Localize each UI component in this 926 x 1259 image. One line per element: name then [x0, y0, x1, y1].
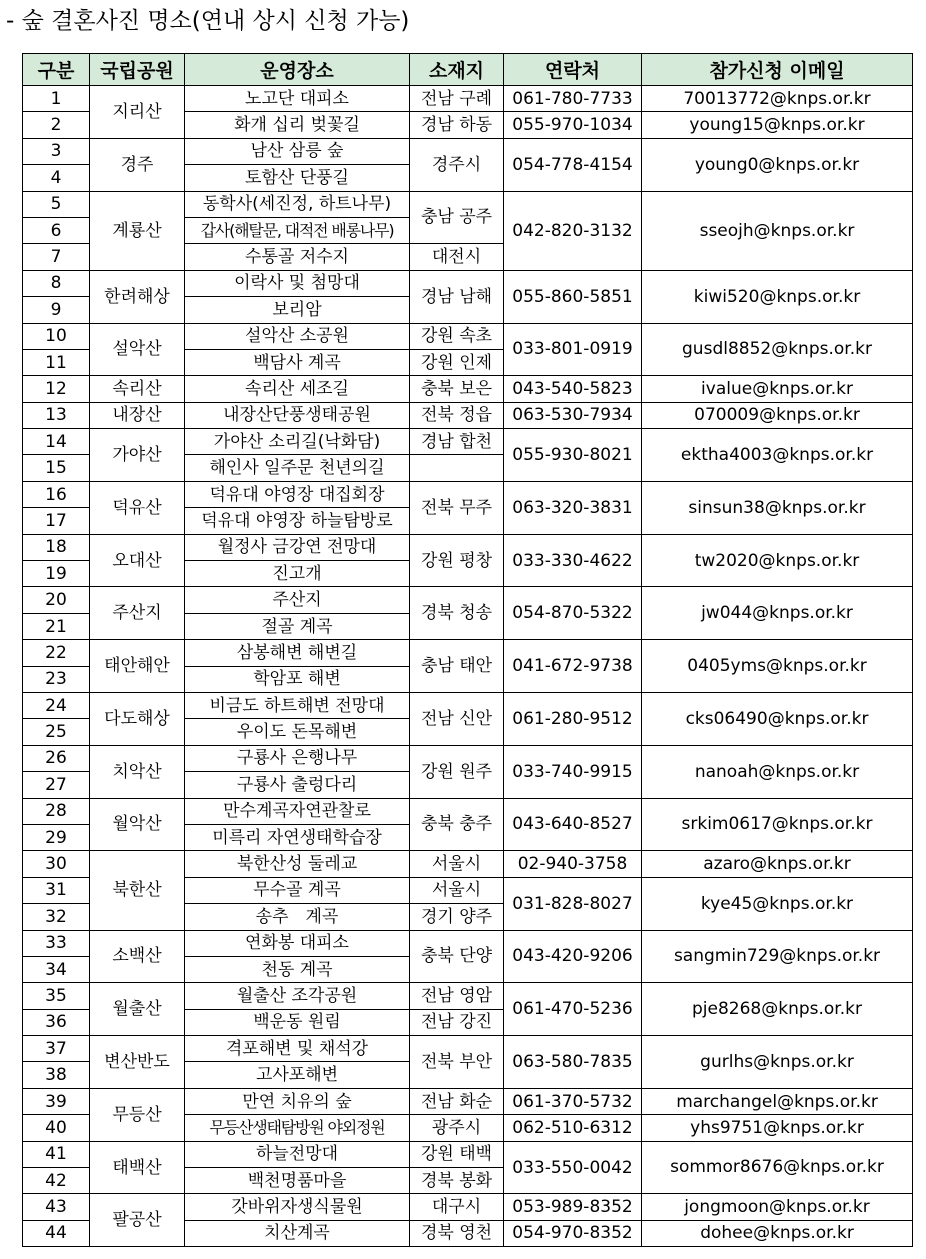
phone-number: 031-828-8027: [504, 877, 642, 930]
row-number: 18: [23, 534, 90, 560]
email-address: yhs9751@knps.or.kr: [642, 1115, 913, 1141]
location: 충북 충주: [410, 798, 504, 851]
email-address: pje8268@knps.or.kr: [642, 983, 913, 1036]
place-name: 무등산생태탐방원 야외정원: [185, 1115, 410, 1141]
place-name: 백담사 계곡: [185, 349, 410, 375]
email-address: kye45@knps.or.kr: [642, 877, 913, 930]
place-name: 구룡사 출렁다리: [185, 772, 410, 798]
place-name: 갑사(해탈문, 대적전 배롱나무): [185, 217, 410, 243]
location: 충북 단양: [410, 930, 504, 983]
place-name: 월출산 조각공원: [185, 983, 410, 1009]
location: 전남 신안: [410, 692, 504, 745]
row-number: 12: [23, 376, 90, 402]
email-address: jongmoon@knps.or.kr: [642, 1194, 913, 1220]
park-name: 주산지: [90, 587, 185, 640]
phone-number: 061-280-9512: [504, 692, 642, 745]
park-name: 소백산: [90, 930, 185, 983]
place-name: 연화봉 대피소: [185, 930, 410, 956]
place-name: 속리산 세조길: [185, 376, 410, 402]
place-name: 만연 치유의 숲: [185, 1088, 410, 1114]
park-name: 내장산: [90, 402, 185, 428]
location: 광주시: [410, 1115, 504, 1141]
row-number: 7: [23, 244, 90, 270]
phone-number: 063-320-3831: [504, 481, 642, 534]
row-number: 39: [23, 1088, 90, 1114]
place-name: 천동 계곡: [185, 956, 410, 982]
park-name: 태안해안: [90, 640, 185, 693]
table-row: [23, 429, 913, 455]
row-number: 29: [23, 824, 90, 850]
place-name: 수통골 저수지: [185, 244, 410, 270]
place-name: 북한산성 둘레교: [185, 851, 410, 877]
email-address: young15@knps.or.kr: [642, 112, 913, 138]
row-number: 15: [23, 455, 90, 481]
park-name: 월출산: [90, 983, 185, 1036]
phone-number: 063-580-7835: [504, 1036, 642, 1089]
email-address: gurlhs@knps.or.kr: [642, 1036, 913, 1089]
park-name: 설악산: [90, 323, 185, 376]
location: 서울시: [410, 877, 504, 903]
place-name: 주산지: [185, 587, 410, 613]
row-number: 26: [23, 745, 90, 771]
location: 충북 보은: [410, 376, 504, 402]
park-name: 팔공산: [90, 1194, 185, 1247]
email-address: marchangel@knps.or.kr: [642, 1088, 913, 1114]
email-address: young0@knps.or.kr: [642, 138, 913, 191]
email-address: 0405yms@knps.or.kr: [642, 640, 913, 693]
park-name: 가야산: [90, 429, 185, 482]
place-name: 갓바위자생식물원: [185, 1194, 410, 1220]
email-address: 070009@knps.or.kr: [642, 402, 913, 428]
table-row: [23, 376, 913, 402]
location: 경남 합천: [410, 429, 504, 455]
location: 대전시: [410, 244, 504, 270]
email-address: srkim0617@knps.or.kr: [642, 798, 913, 851]
row-number: 14: [23, 429, 90, 455]
phone-number: 033-550-0042: [504, 1141, 642, 1194]
row-number: 10: [23, 323, 90, 349]
table-row: [23, 745, 913, 771]
park-name: 속리산: [90, 376, 185, 402]
phone-number: 042-820-3132: [504, 191, 642, 270]
location: 전남 강진: [410, 1009, 504, 1035]
location: 경북 청송: [410, 587, 504, 640]
table-row: [23, 86, 913, 112]
location: 강원 속초: [410, 323, 504, 349]
place-name: 하늘전망대: [185, 1141, 410, 1167]
park-name: 변산반도: [90, 1036, 185, 1089]
table-body: [23, 86, 913, 1247]
location: 전남 구례: [410, 86, 504, 112]
email-address: gusdl8852@knps.or.kr: [642, 323, 913, 376]
place-name: 절골 계곡: [185, 613, 410, 639]
place-name: 월정사 금강연 전망대: [185, 534, 410, 560]
phone-number: 054-870-5322: [504, 587, 642, 640]
location: 전북 정읍: [410, 402, 504, 428]
row-number: 31: [23, 877, 90, 903]
place-name: 덕유대 야영장 하늘탐방로: [185, 508, 410, 534]
table-row: [23, 692, 913, 718]
row-number: 37: [23, 1036, 90, 1062]
phone-number: 043-540-5823: [504, 376, 642, 402]
row-number: 3: [23, 138, 90, 164]
park-name: 지리산: [90, 86, 185, 139]
email-address: sinsun38@knps.or.kr: [642, 481, 913, 534]
table-row: [23, 983, 913, 1009]
phone-number: 054-778-4154: [504, 138, 642, 191]
park-name: 덕유산: [90, 481, 185, 534]
row-number: 21: [23, 613, 90, 639]
place-name: 가야산 소리길(낙화담): [185, 429, 410, 455]
email-address: cks06490@knps.or.kr: [642, 692, 913, 745]
place-name: 설악산 소공원: [185, 323, 410, 349]
wedding-photo-spots-table: [22, 53, 913, 1247]
row-number: 33: [23, 930, 90, 956]
header-location: 소재지: [410, 54, 504, 86]
place-name: 미륵리 자연생태학습장: [185, 824, 410, 850]
park-name: 월악산: [90, 798, 185, 851]
email-address: dohee@knps.or.kr: [642, 1220, 913, 1246]
email-address: ivalue@knps.or.kr: [642, 376, 913, 402]
place-name: 토함산 단풍길: [185, 165, 410, 191]
table-row: [23, 481, 913, 507]
location: 전남 영암: [410, 983, 504, 1009]
table-row: [23, 1194, 913, 1220]
row-number: 22: [23, 640, 90, 666]
phone-number: 062-510-6312: [504, 1115, 642, 1141]
header-phone: 연락처: [504, 54, 642, 86]
location: 충남 태안: [410, 640, 504, 693]
table-row: [23, 191, 913, 217]
table-row: [23, 1141, 913, 1167]
table-row: [23, 323, 913, 349]
place-name: 진고개: [185, 561, 410, 587]
row-number: 41: [23, 1141, 90, 1167]
place-name: 보리암: [185, 297, 410, 323]
phone-number: 043-420-9206: [504, 930, 642, 983]
table-row: [23, 270, 913, 296]
phone-number: 033-740-9915: [504, 745, 642, 798]
row-number: 44: [23, 1220, 90, 1246]
location: 경기 양주: [410, 904, 504, 930]
place-name: 우이도 돈목해변: [185, 719, 410, 745]
phone-number: 033-330-4622: [504, 534, 642, 587]
row-number: 42: [23, 1168, 90, 1194]
email-address: azaro@knps.or.kr: [642, 851, 913, 877]
location: 경북 영천: [410, 1220, 504, 1246]
table-row: [23, 138, 913, 164]
header-park: 국립공원: [90, 54, 185, 86]
location: 경남 하동: [410, 112, 504, 138]
place-name: 해인사 일주문 천년의길: [185, 455, 410, 481]
row-number: 11: [23, 349, 90, 375]
table-row: [23, 587, 913, 613]
place-name: 이락사 및 첨망대: [185, 270, 410, 296]
table-row: [23, 402, 913, 428]
place-name: 백천명품마을: [185, 1168, 410, 1194]
email-address: ektha4003@knps.or.kr: [642, 429, 913, 482]
email-address: tw2020@knps.or.kr: [642, 534, 913, 587]
email-address: jw044@knps.or.kr: [642, 587, 913, 640]
place-name: 고사포해변: [185, 1062, 410, 1088]
place-name: 비금도 하트해변 전망대: [185, 692, 410, 718]
page-title: - 숲 결혼사진 명소(연내 상시 신청 가능): [6, 8, 410, 34]
row-number: 19: [23, 561, 90, 587]
location: 강원 평창: [410, 534, 504, 587]
row-number: 27: [23, 772, 90, 798]
table-row: [23, 930, 913, 956]
place-name: 송추 계곡: [185, 904, 410, 930]
place-name: 노고단 대피소: [185, 86, 410, 112]
row-number: 38: [23, 1062, 90, 1088]
table-row: [23, 798, 913, 824]
park-name: 계룡산: [90, 191, 185, 270]
row-number: 2: [23, 112, 90, 138]
row-number: 1: [23, 86, 90, 112]
table-row: [23, 1036, 913, 1062]
table-row: [23, 1088, 913, 1114]
row-number: 20: [23, 587, 90, 613]
location: 경주시: [410, 138, 504, 191]
phone-number: 055-930-8021: [504, 429, 642, 482]
park-name: 한려해상: [90, 270, 185, 323]
park-name: 북한산: [90, 851, 185, 930]
row-number: 9: [23, 297, 90, 323]
email-address: kiwi520@knps.or.kr: [642, 270, 913, 323]
header-place: 운영장소: [185, 54, 410, 86]
row-number: 4: [23, 165, 90, 191]
location: 전북 무주: [410, 481, 504, 534]
place-name: 백운동 원림: [185, 1009, 410, 1035]
location: 충남 공주: [410, 191, 504, 244]
phone-number: 063-530-7934: [504, 402, 642, 428]
row-number: 5: [23, 191, 90, 217]
table-row: [23, 640, 913, 666]
location: 대구시: [410, 1194, 504, 1220]
place-name: 학암포 해변: [185, 666, 410, 692]
row-number: 23: [23, 666, 90, 692]
park-name: 경주: [90, 138, 185, 191]
phone-number: 053-989-8352: [504, 1194, 642, 1220]
email-address: 70013772@knps.or.kr: [642, 86, 913, 112]
header-email: 참가신청 이메일: [642, 54, 913, 86]
row-number: 43: [23, 1194, 90, 1220]
row-number: 13: [23, 402, 90, 428]
location: 강원 태백: [410, 1141, 504, 1167]
location: 서울시: [410, 851, 504, 877]
location: 경북 봉화: [410, 1168, 504, 1194]
phone-number: 061-470-5236: [504, 983, 642, 1036]
email-address: sseojh@knps.or.kr: [642, 191, 913, 270]
location: 강원 인제: [410, 349, 504, 375]
table-row: [23, 534, 913, 560]
phone-number: 061-780-7733: [504, 86, 642, 112]
park-name: 다도해상: [90, 692, 185, 745]
location: 전남 화순: [410, 1088, 504, 1114]
row-number: 36: [23, 1009, 90, 1035]
phone-number: 054-970-8352: [504, 1220, 642, 1246]
email-address: nanoah@knps.or.kr: [642, 745, 913, 798]
place-name: 화개 십리 벚꽃길: [185, 112, 410, 138]
phone-number: 043-640-8527: [504, 798, 642, 851]
header-row: [23, 54, 913, 86]
location: 경남 남해: [410, 270, 504, 323]
email-address: sommor8676@knps.or.kr: [642, 1141, 913, 1194]
row-number: 8: [23, 270, 90, 296]
park-name: 태백산: [90, 1141, 185, 1194]
row-number: 24: [23, 692, 90, 718]
phone-number: 055-860-5851: [504, 270, 642, 323]
place-name: 만수계곡자연관찰로: [185, 798, 410, 824]
park-name: 오대산: [90, 534, 185, 587]
location: 전북 부안: [410, 1036, 504, 1089]
place-name: 남산 삼릉 숲: [185, 138, 410, 164]
place-name: 덕유대 야영장 대집회장: [185, 481, 410, 507]
place-name: 격포해변 및 채석강: [185, 1036, 410, 1062]
place-name: 구룡사 은행나무: [185, 745, 410, 771]
park-name: 무등산: [90, 1088, 185, 1141]
place-name: 동학사(세진정, 하트나무): [185, 191, 410, 217]
row-number: 16: [23, 481, 90, 507]
email-address: sangmin729@knps.or.kr: [642, 930, 913, 983]
row-number: 34: [23, 956, 90, 982]
table-row: [23, 851, 913, 877]
row-number: 32: [23, 904, 90, 930]
row-number: 30: [23, 851, 90, 877]
location: 강원 원주: [410, 745, 504, 798]
park-name: 치악산: [90, 745, 185, 798]
phone-number: 061-370-5732: [504, 1088, 642, 1114]
row-number: 35: [23, 983, 90, 1009]
phone-number: 02-940-3758: [504, 851, 642, 877]
place-name: 삼봉해변 해변길: [185, 640, 410, 666]
row-number: 6: [23, 217, 90, 243]
row-number: 25: [23, 719, 90, 745]
phone-number: 055-970-1034: [504, 112, 642, 138]
phone-number: 033-801-0919: [504, 323, 642, 376]
row-number: 17: [23, 508, 90, 534]
header-no: 구분: [23, 54, 90, 86]
row-number: 28: [23, 798, 90, 824]
place-name: 치산계곡: [185, 1220, 410, 1246]
phone-number: 041-672-9738: [504, 640, 642, 693]
place-name: 내장산단풍생태공원: [185, 402, 410, 428]
place-name: 무수골 계곡: [185, 877, 410, 903]
row-number: 40: [23, 1115, 90, 1141]
